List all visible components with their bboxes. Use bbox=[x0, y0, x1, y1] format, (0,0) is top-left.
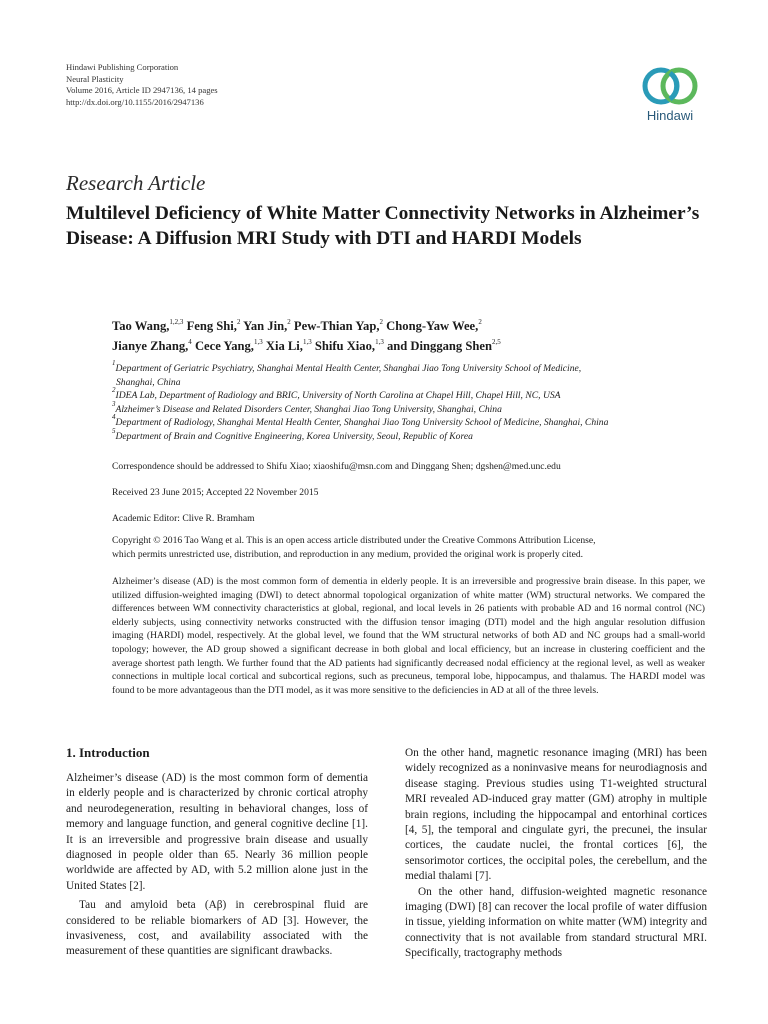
academic-editor: Academic Editor: Clive R. Bramham bbox=[112, 513, 255, 524]
volume-line: Volume 2016, Article ID 2947136, 14 pages bbox=[66, 85, 218, 96]
affiliation: $^2$IDEA Lab, Department of Radiology and BRIC, University of North Carolina at Chapel Hill, Chapel Hill, NC, USA bbox=[112, 386, 561, 402]
article-type: Research Article bbox=[66, 171, 206, 195]
hindawi-logo bbox=[628, 64, 712, 122]
received-dates: Received 23 June 2015; Accepted 22 November 2015 bbox=[112, 487, 319, 498]
right-column bbox=[405, 746, 707, 962]
author: Cece Yang,$^{1,3}$ bbox=[194, 338, 263, 353]
affiliation-continuation: Shanghai, China bbox=[116, 376, 181, 388]
article-title: Multilevel Deficiency of White Matter Connectivity Networks in Alzheimer’s Disease: A Diffusion MRI Study with DTI and HARDI Models bbox=[66, 203, 700, 249]
section-heading: 1. Introduction bbox=[66, 745, 150, 760]
hindawi-logo-text: Hindawi bbox=[646, 108, 694, 123]
author: Feng Shi,$^2$ bbox=[186, 318, 241, 333]
paragraph: Alzheimer’s disease (AD) is the most common form of dementia in elderly people and is characterized by chronic cortical atrophy and neurodegeneration, resulting in behavioral changes, loss of memory and language function, and general cognitive decline [1]. It is an irreversible and progressive brain disease and usually diagnosed in people older than 65. Nearly 36 million people worldwide are affected by AD, with 5.2 million alone just in the United States [2]. bbox=[66, 772, 368, 892]
affiliation: $^1$Department of Geriatric Psychiatry, Shanghai Mental Health Center, Shanghai Jiao Tong University School of Medicine, bbox=[112, 359, 582, 374]
doi-link[interactable]: http://dx.doi.org/10.1155/2016/2947136 bbox=[66, 96, 204, 107]
publisher-name: Hindawi Publishing Corporation bbox=[66, 62, 179, 72]
author-list bbox=[112, 316, 722, 356]
author: Shifu Xiao,$^{1,3}$ bbox=[314, 338, 384, 353]
copyright-notice: Copyright © 2016 Tao Wang et al. This is an open access article distributed under the Creative Commons Attribution License, which permits unrestricted use, distribution, and reproduction in any medium, provided the original work is properly cited. bbox=[112, 535, 596, 560]
author: Pew-Thian Yap,$^2$ bbox=[293, 318, 384, 333]
paragraph: On the other hand, magnetic resonance imaging (MRI) has been widely recognized as a noninvasive means for neurodiagnosis and disease staging. Previous studies using T1-weighted structural MRI revealed AD-induced gray matter (GM) atrophy in multiple brain regions, including the hippocampal and entorhinal cortices [4, 5], the temporal and cingulate gyri, the precunei, the insular cortices, the caudate nuclei, the frontal cortices [6], the sensorimotor cortices, the occipital poles, the cerebellum, and the medial thalami [7]. bbox=[405, 747, 707, 883]
left-column bbox=[66, 771, 368, 960]
journal-metadata bbox=[66, 62, 326, 108]
author: Chong-Yaw Wee,$^2$ bbox=[386, 318, 482, 333]
paragraph: Tau and amyloid beta (Aβ) in cerebrospinal fluid are considered to be reliable biomarkers of AD [3]. However, the invasiveness, cost, and availability associated with the measurement of these quantities are significant drawbacks. bbox=[66, 899, 368, 958]
paragraph: On the other hand, diffusion-weighted magnetic resonance imaging (DWI) [8] can recover the local profile of water diffusion in tissue, yielding information on white matter (WM) integrity and connectivity that is not available from standard structural MRI. Specifically, tractography methods bbox=[405, 885, 707, 960]
affiliation: $^5$Department of Brain and Cognitive Engineering, Korea University, Seoul, Republic of Korea bbox=[112, 426, 473, 442]
affiliations bbox=[112, 359, 712, 444]
abstract: Alzheimer’s disease (AD) is the most common form of dementia in elderly people. It is an irreversible and progressive brain disease. In this paper, we utilized diffusion-weighted imaging (DWI) to detect abnormal topological organization of white matter (WM) structural networks. We compared the differences between WM connectivity characteristics at global, regional, and local levels in 26 patients with probable AD and 16 normal control (NC) elderly subjects, using connectivity networks constructed with the diffusion tensor imaging (DTI) model and the high angular resolution diffusion imaging (HARDI) model, respectively. At the global level, we found that the WM structural networks of both AD and NC groups had a small-world topology; however, the AD group showed a significant decrease in both global and local efficiency, but an increase in clustering coefficient and the average shortest path length. We further found that the AD patients had significantly decreased nodal efficiency at the regional level, as well as weaker connections in multiple local cortical and subcortical regions, such as precuneus, temporal lobe, hippocampus, and thalamus. The HARDI model was found to be more advantageous than the DTI model, as it was more sensitive to the deficiencies in AD at all of the three levels. bbox=[112, 576, 705, 696]
author: Tao Wang,$^{1,2,3}$ bbox=[112, 318, 184, 333]
author: Jianye Zhang,$^4$ bbox=[112, 338, 192, 353]
hindawi-rings-icon bbox=[628, 64, 712, 108]
journal-name: Neural Plasticity bbox=[66, 73, 124, 84]
affiliation: $^4$Department of Radiology, Shanghai Mental Health Center, Shanghai Jiao Tong University School of Medicine, Shanghai, China bbox=[112, 413, 609, 429]
author: and Dinggang Shen$^{2,5}$ bbox=[386, 338, 501, 353]
author: Xia Li,$^{1,3}$ bbox=[265, 338, 312, 353]
correspondence: Correspondence should be addressed to Shifu Xiao; xiaoshifu@msn.com and Dinggang Shen; dgshen@med.unc.edu bbox=[112, 461, 561, 472]
affiliation: $^3$Alzheimer’s Disease and Related Disorders Center, Shanghai Jiao Tong University, Shanghai, China bbox=[112, 399, 502, 415]
author: Yan Jin,$^2$ bbox=[243, 318, 291, 333]
